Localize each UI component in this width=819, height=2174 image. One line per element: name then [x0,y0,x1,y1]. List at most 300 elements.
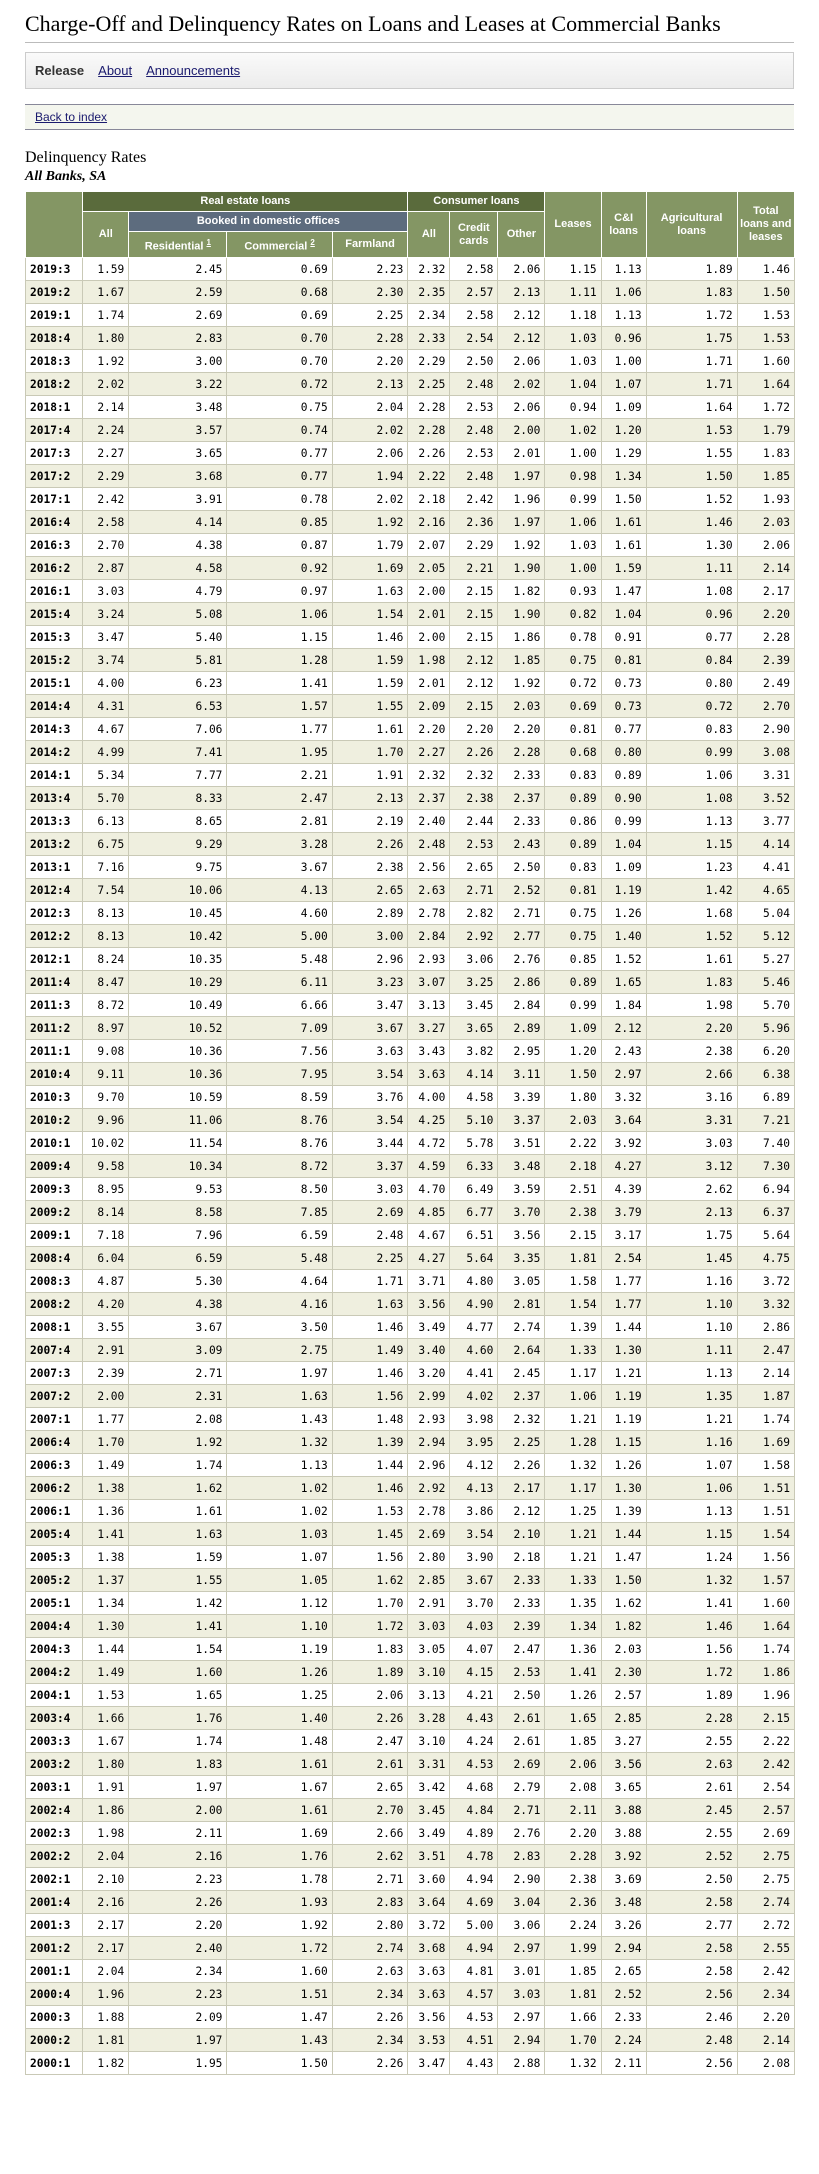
rate-cell: 3.51 [408,1845,450,1868]
rate-cell: 1.74 [83,304,129,327]
rate-cell: 7.40 [737,1132,794,1155]
rate-cell: 7.54 [83,879,129,902]
rate-cell: 1.90 [498,603,545,626]
rate-cell: 7.41 [129,741,227,764]
rate-cell: 3.88 [601,1799,646,1822]
rate-cell: 5.10 [450,1109,498,1132]
rate-cell: 1.98 [83,1822,129,1845]
rate-cell: 2.45 [646,1799,737,1822]
rate-cell: 2.58 [646,1891,737,1914]
rate-cell: 0.83 [545,764,601,787]
rate-cell: 1.15 [646,833,737,856]
rate-cell: 3.95 [450,1431,498,1454]
rate-cell: 2.50 [646,1868,737,1891]
rate-cell: 3.63 [408,1063,450,1086]
rate-cell: 1.30 [601,1339,646,1362]
rate-cell: 2.18 [408,488,450,511]
rate-cell: 1.32 [545,2052,601,2075]
rate-cell: 2.37 [498,787,545,810]
rate-cell: 10.45 [129,902,227,925]
table-row [26,1109,795,1132]
table-row [26,856,795,879]
rate-cell: 1.66 [83,1707,129,1730]
period-header [26,192,83,258]
rate-cell: 2.58 [450,304,498,327]
rate-cell: 2.76 [498,948,545,971]
rate-cell: 3.91 [129,488,227,511]
rate-cell: 0.96 [601,327,646,350]
rate-cell: 1.09 [601,396,646,419]
rate-cell: 6.49 [450,1178,498,1201]
rate-cell: 1.46 [737,258,794,281]
rate-cell: 3.06 [450,948,498,971]
rate-cell: 1.96 [498,488,545,511]
rate-cell: 1.63 [332,580,408,603]
nav-about-link[interactable]: About [98,63,133,78]
table-row [26,1707,795,1730]
rate-cell: 1.19 [601,1408,646,1431]
rate-cell: 1.03 [545,534,601,557]
rate-cell: 1.42 [129,1592,227,1615]
rate-cell: 6.89 [737,1086,794,1109]
rate-cell: 2.48 [332,1224,408,1247]
rate-cell: 2.69 [129,304,227,327]
rate-cell: 1.70 [83,1431,129,1454]
rate-cell: 1.81 [545,1983,601,2006]
real-estate-all-header: All [83,212,129,258]
nav-announcements-link[interactable]: Announcements [146,63,241,78]
rate-cell: 3.20 [408,1362,450,1385]
period-cell: 2013:4 [26,787,83,810]
rate-cell: 1.13 [601,304,646,327]
commercial-footnote-link[interactable]: 2 [310,237,315,247]
rate-cell: 3.08 [737,741,794,764]
table-row [26,304,795,327]
rate-cell: 1.77 [83,1408,129,1431]
rate-cell: 2.16 [83,1891,129,1914]
rate-cell: 4.16 [227,1293,332,1316]
residential-footnote-link[interactable]: 1 [206,237,211,247]
rate-cell: 3.45 [408,1799,450,1822]
rate-cell: 1.39 [601,1500,646,1523]
rate-cell: 2.93 [408,1408,450,1431]
leases-header: Leases [545,192,601,258]
rate-cell: 3.65 [450,1017,498,1040]
rate-cell: 4.99 [83,741,129,764]
rate-cell: 8.65 [129,810,227,833]
rate-cell: 2.93 [408,948,450,971]
rate-cell: 10.42 [129,925,227,948]
rate-cell: 1.82 [498,580,545,603]
rate-cell: 2.06 [498,396,545,419]
period-cell: 2018:2 [26,373,83,396]
table-row [26,2052,795,2075]
rate-cell: 8.58 [129,1201,227,1224]
rate-cell: 1.19 [601,879,646,902]
rate-cell: 5.40 [129,626,227,649]
rate-cell: 2.39 [737,649,794,672]
rate-cell: 2.24 [601,2029,646,2052]
rate-cell: 2.74 [498,1316,545,1339]
rate-cell: 0.78 [227,488,332,511]
rate-cell: 1.89 [646,1684,737,1707]
table-row [26,1891,795,1914]
back-to-index-link[interactable]: Back to index [35,110,108,124]
rate-cell: 0.68 [227,281,332,304]
period-cell: 2002:4 [26,1799,83,1822]
rate-cell: 2.53 [450,833,498,856]
rate-cell: 2.38 [450,787,498,810]
rate-cell: 1.20 [545,1040,601,1063]
rate-cell: 6.59 [129,1247,227,1270]
rate-cell: 10.35 [129,948,227,971]
rate-cell: 2.22 [737,1730,794,1753]
delinquency-rates-table [25,191,795,2075]
rate-cell: 2.71 [450,879,498,902]
rate-cell: 7.21 [737,1109,794,1132]
rate-cell: 3.43 [408,1040,450,1063]
rate-cell: 3.64 [601,1109,646,1132]
table-row [26,1017,795,1040]
table-row [26,1293,795,1316]
rate-cell: 1.86 [83,1799,129,1822]
period-cell: 2005:1 [26,1592,83,1615]
rate-cell: 1.25 [227,1684,332,1707]
rate-cell: 2.56 [408,856,450,879]
rate-cell: 1.55 [129,1569,227,1592]
rate-cell: 0.92 [227,557,332,580]
period-cell: 2019:2 [26,281,83,304]
rate-cell: 8.50 [227,1178,332,1201]
rate-cell: 3.56 [408,1293,450,1316]
rate-cell: 3.03 [83,580,129,603]
period-cell: 2012:2 [26,925,83,948]
rate-cell: 1.34 [83,1592,129,1615]
rate-cell: 1.13 [646,1362,737,1385]
rate-cell: 0.80 [601,741,646,764]
rate-cell: 1.30 [646,534,737,557]
rate-cell: 1.46 [332,1316,408,1339]
rate-cell: 8.13 [83,925,129,948]
table-row [26,672,795,695]
rate-cell: 2.13 [646,1201,737,1224]
rate-cell: 8.76 [227,1132,332,1155]
period-cell: 2007:4 [26,1339,83,1362]
rate-cell: 0.69 [545,695,601,718]
rate-cell: 1.32 [227,1431,332,1454]
rate-cell: 1.79 [737,419,794,442]
rate-cell: 1.46 [646,1615,737,1638]
table-row [26,1523,795,1546]
rate-cell: 1.91 [83,1776,129,1799]
rate-cell: 1.36 [545,1638,601,1661]
period-cell: 2015:4 [26,603,83,626]
rate-cell: 4.41 [450,1362,498,1385]
rate-cell: 2.85 [601,1707,646,1730]
period-cell: 2016:4 [26,511,83,534]
rate-cell: 3.56 [408,2006,450,2029]
rate-cell: 2.69 [408,1523,450,1546]
rate-cell: 0.86 [545,810,601,833]
period-cell: 2009:3 [26,1178,83,1201]
rate-cell: 1.46 [332,1477,408,1500]
table-row [26,787,795,810]
rate-cell: 4.00 [83,672,129,695]
rate-cell: 10.36 [129,1040,227,1063]
rate-cell: 2.69 [737,1822,794,1845]
rate-cell: 4.14 [737,833,794,856]
period-cell: 2006:2 [26,1477,83,1500]
rate-cell: 2.40 [129,1937,227,1960]
rate-cell: 1.70 [332,1592,408,1615]
rate-cell: 2.40 [408,810,450,833]
period-cell: 2001:3 [26,1914,83,1937]
rate-cell: 3.48 [498,1155,545,1178]
rate-cell: 2.20 [646,1017,737,1040]
rate-cell: 3.48 [129,396,227,419]
rate-cell: 1.72 [646,304,737,327]
rate-cell: 6.13 [83,810,129,833]
rate-cell: 2.90 [737,718,794,741]
rate-cell: 1.04 [601,603,646,626]
rate-cell: 2.11 [601,2052,646,2075]
rate-cell: 3.28 [227,833,332,856]
rate-cell: 2.43 [601,1040,646,1063]
period-cell: 2015:2 [26,649,83,672]
rate-cell: 1.71 [332,1270,408,1293]
rate-cell: 2.32 [498,1408,545,1431]
rate-cell: 2.16 [408,511,450,534]
rate-cell: 2.87 [83,557,129,580]
rate-cell: 2.58 [450,258,498,281]
rate-cell: 2.21 [450,557,498,580]
rate-cell: 1.13 [227,1454,332,1477]
rate-cell: 5.08 [129,603,227,626]
rate-cell: 3.49 [408,1822,450,1845]
table-row [26,1569,795,1592]
rate-cell: 1.77 [227,718,332,741]
rate-cell: 1.39 [332,1431,408,1454]
rate-cell: 2.56 [646,2052,737,2075]
rate-cell: 2.19 [332,810,408,833]
rate-cell: 1.75 [646,327,737,350]
rate-cell: 1.08 [646,787,737,810]
rate-cell: 1.19 [601,1385,646,1408]
rate-cell: 3.69 [601,1868,646,1891]
rate-cell: 1.11 [545,281,601,304]
period-cell: 2008:2 [26,1293,83,1316]
rate-cell: 2.14 [737,557,794,580]
rate-cell: 1.13 [646,810,737,833]
commercial-label: Commercial [244,240,308,253]
rate-cell: 3.68 [129,465,227,488]
rate-cell: 1.34 [545,1615,601,1638]
rate-cell: 6.77 [450,1201,498,1224]
rate-cell: 2.02 [332,419,408,442]
rate-cell: 2.06 [737,534,794,557]
rate-cell: 4.79 [129,580,227,603]
rate-cell: 1.06 [601,281,646,304]
rate-cell: 1.74 [129,1730,227,1753]
period-cell: 2008:3 [26,1270,83,1293]
table-row [26,879,795,902]
rate-cell: 2.26 [450,741,498,764]
rate-cell: 2.15 [450,626,498,649]
rate-cell: 3.05 [408,1638,450,1661]
rate-cell: 2.72 [737,1914,794,1937]
rate-cell: 2.43 [498,833,545,856]
table-row [26,994,795,1017]
rate-cell: 1.93 [737,488,794,511]
rate-cell: 3.35 [498,1247,545,1270]
rate-cell: 0.85 [227,511,332,534]
rate-cell: 2.31 [129,1385,227,1408]
period-cell: 2005:2 [26,1569,83,1592]
rate-cell: 2.26 [332,2052,408,2075]
rate-cell: 1.24 [646,1546,737,1569]
rate-cell: 1.52 [646,925,737,948]
rate-cell: 2.22 [408,465,450,488]
rate-cell: 2.54 [737,1776,794,1799]
rate-cell: 3.65 [601,1776,646,1799]
rate-cell: 0.68 [545,741,601,764]
rate-cell: 2.03 [601,1638,646,1661]
rate-cell: 4.31 [83,695,129,718]
rate-cell: 1.89 [646,258,737,281]
rate-cell: 4.53 [450,1753,498,1776]
table-row [26,626,795,649]
rate-cell: 3.13 [408,994,450,1017]
rate-cell: 4.13 [450,1477,498,1500]
rate-cell: 0.75 [545,649,601,672]
rate-cell: 2.53 [498,1661,545,1684]
rate-cell: 1.03 [545,350,601,373]
rate-cell: 2.94 [498,2029,545,2052]
rate-cell: 3.54 [332,1109,408,1132]
rate-cell: 2.42 [83,488,129,511]
rate-cell: 2.23 [332,258,408,281]
rate-cell: 1.70 [545,2029,601,2052]
table-row [26,1431,795,1454]
rate-cell: 9.75 [129,856,227,879]
rate-cell: 1.51 [737,1477,794,1500]
rate-cell: 3.67 [332,1017,408,1040]
consumer-all-header: All [408,212,450,258]
rate-cell: 1.10 [646,1316,737,1339]
rate-cell: 0.72 [545,672,601,695]
rate-cell: 4.94 [450,1868,498,1891]
rate-cell: 2.08 [737,2052,794,2075]
table-row [26,1960,795,1983]
table-row [26,718,795,741]
rate-cell: 3.67 [129,1316,227,1339]
rate-cell: 1.53 [737,327,794,350]
rate-cell: 4.57 [450,1983,498,2006]
rate-cell: 1.80 [83,1753,129,1776]
rate-cell: 1.76 [129,1707,227,1730]
period-cell: 2006:4 [26,1431,83,1454]
rate-cell: 10.52 [129,1017,227,1040]
rate-cell: 2.78 [408,902,450,925]
rate-cell: 1.02 [227,1477,332,1500]
rate-cell: 3.40 [408,1339,450,1362]
rate-cell: 3.22 [129,373,227,396]
rate-cell: 4.69 [450,1891,498,1914]
rate-cell: 2.69 [498,1753,545,1776]
rate-cell: 2.18 [498,1546,545,1569]
rate-cell: 2.12 [601,1017,646,1040]
period-cell: 2014:3 [26,718,83,741]
rate-cell: 2.35 [408,281,450,304]
table-row [26,1454,795,1477]
rate-cell: 2.20 [408,718,450,741]
rate-cell: 6.20 [737,1040,794,1063]
rate-cell: 2.74 [332,1937,408,1960]
rate-cell: 1.64 [737,373,794,396]
rate-cell: 3.72 [408,1914,450,1937]
table-row [26,1224,795,1247]
rate-cell: 4.64 [227,1270,332,1293]
rate-cell: 2.11 [545,1799,601,1822]
rate-cell: 2.61 [498,1730,545,1753]
rate-cell: 2.97 [498,1937,545,1960]
period-cell: 2006:3 [26,1454,83,1477]
rate-cell: 4.14 [129,511,227,534]
period-cell: 2004:3 [26,1638,83,1661]
rate-cell: 1.41 [646,1592,737,1615]
rate-cell: 1.53 [646,419,737,442]
rate-cell: 1.55 [332,695,408,718]
period-cell: 2005:3 [26,1546,83,1569]
rate-cell: 2.54 [450,327,498,350]
rate-cell: 2.50 [498,1684,545,1707]
rate-cell: 1.66 [545,2006,601,2029]
rate-cell: 2.17 [498,1477,545,1500]
rate-cell: 2.33 [601,2006,646,2029]
rate-cell: 1.48 [227,1730,332,1753]
rate-cell: 2.20 [129,1914,227,1937]
rate-cell: 2.28 [408,396,450,419]
rate-cell: 2.46 [646,2006,737,2029]
rate-cell: 2.42 [737,1960,794,1983]
table-row [26,695,795,718]
rate-cell: 2.47 [737,1339,794,1362]
rate-cell: 1.86 [737,1661,794,1684]
rate-cell: 3.07 [408,971,450,994]
rate-cell: 8.76 [227,1109,332,1132]
rate-cell: 1.26 [545,1684,601,1707]
period-cell: 2011:2 [26,1017,83,1040]
total-loans-header: Total loans and leases [737,192,794,258]
rate-cell: 2.63 [646,1753,737,1776]
period-cell: 2017:3 [26,442,83,465]
rate-cell: 2.62 [646,1178,737,1201]
rate-cell: 4.38 [129,1293,227,1316]
rate-cell: 1.85 [545,1730,601,1753]
rate-cell: 2.80 [332,1914,408,1937]
table-row [26,833,795,856]
rate-cell: 1.91 [332,764,408,787]
rate-cell: 2.38 [545,1201,601,1224]
rate-cell: 2.70 [83,534,129,557]
rate-cell: 4.78 [450,1845,498,1868]
period-cell: 2007:3 [26,1362,83,1385]
rate-cell: 1.42 [646,879,737,902]
rate-cell: 6.51 [450,1224,498,1247]
rate-cell: 2.76 [498,1822,545,1845]
rate-cell: 5.70 [737,994,794,1017]
period-cell: 2007:2 [26,1385,83,1408]
